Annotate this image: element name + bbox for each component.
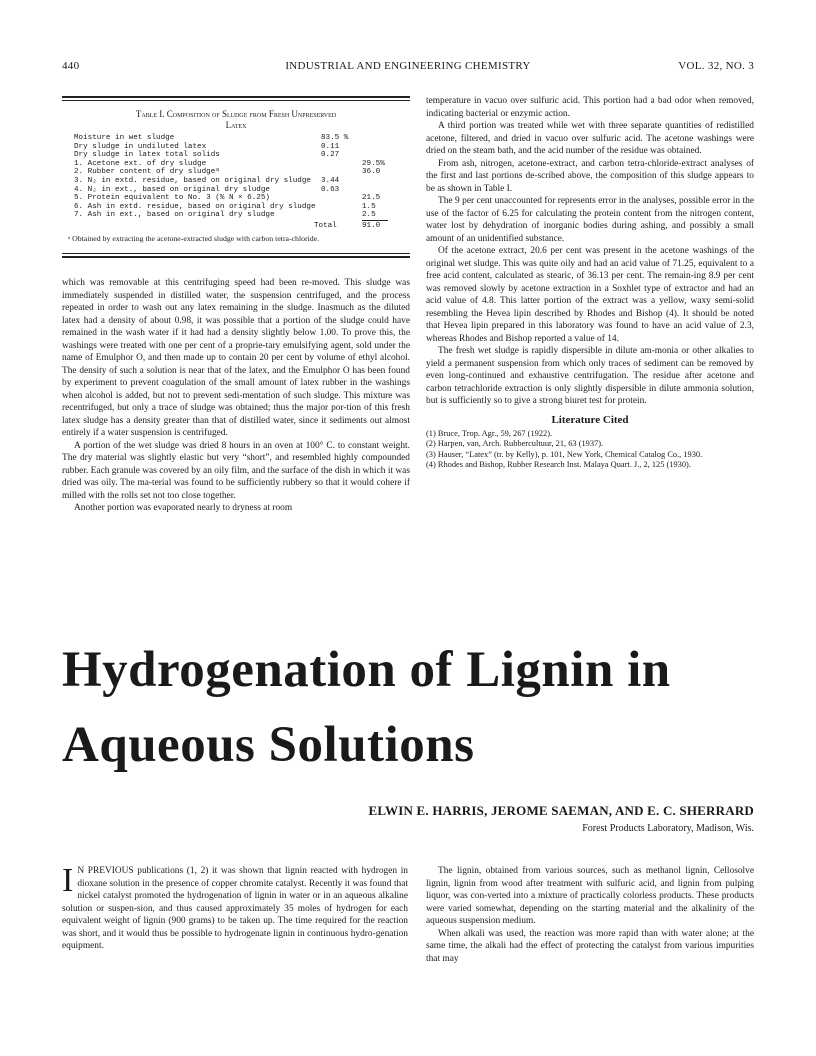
paragraph: which was removable at this centrifuging speed had been re-moved. This sludge was immediately suspended in distilled water, the suspension centrifuged, and the process repeated in order to wash out any latex remaining in the sludge. Inasmuch as the diluted latex had a density of about 0.98, it was possible that a portion of the sludge could have remained in the wash water if it had had a density slightly below 1.00. To prove this, the washings were treated with one per cent of a proprie-tary emulsifying agent, sold under the name of Emulphor O, and then made up to contain 20 per cent by volume of ethyl alcohol. The density of such a solution is near that of the latex, and the Emulphor O has been found by experiment to prevent coagulation of the small amount of latex rubber in the washings when alcohol is added, but not to prevent sedi-mentation of such sludge. This mixture was recentrifuged, but only a trace of sludge was obtained; thus the major por-tion of this fresh latex sludge has a density greater than that of distilled water, since it sediments out almost entirely if a water suspension is centrifuged.	[62, 278, 410, 438]
table-cell-value: 1.5	[362, 202, 376, 211]
total-rule	[362, 220, 388, 221]
article-title-line-2: Aqueous Solutions	[62, 717, 475, 773]
literature-heading: Literature Cited	[551, 413, 629, 426]
reference-item: (4) Rhodes and Bishop, Rubber Research Inst. Malaya Quart. J., 2, 125 (1930).	[426, 460, 691, 469]
reference-item: (3) Hauser, “Latex” (tr. by Kelly), p. 101, New York, Chemical Catalog Co., 1930.	[426, 449, 703, 459]
article-title-line-1: Hydrogenation of Lignin in	[62, 642, 671, 698]
paragraph	[62, 862, 408, 953]
table-cell-label: 4. N₂ in ext., based on original dry sludge	[74, 185, 270, 194]
table-cell-label: 6. Ash in extd. residue, based on original dry sludge	[74, 202, 316, 211]
table-cell-value: 0.11	[321, 142, 340, 151]
table-cell-label: 5. Protein equivalent to No. 3 (% N × 6.25)	[74, 194, 270, 203]
table-cell-label: Dry sludge in latex total solids	[74, 151, 220, 160]
table-row	[74, 151, 410, 160]
table-top-rule-thin	[62, 100, 410, 101]
page-number: 440	[62, 60, 80, 72]
paragraph: temperature in vacuo over sulfuric acid. This portion had a bad odor when removed, indicating bacterial or enzymic action.	[426, 96, 754, 119]
table-body	[74, 134, 410, 220]
paragraph: Another portion was evaporated nearly to dryness at room	[74, 503, 293, 513]
paragraph: The 9 per cent unaccounted for represents error in the analyses, possible error in the use of the factor of 6.25 for calculating the protein content from the nitrogen content, water lost by dehydration of inorganic bodies during ashing, and possibly a small amount of an unidentified substance.	[426, 196, 754, 244]
paragraph-text: N PREVIOUS publications (1, 2) it was shown that lignin reacted with hydrogen in dioxane solution in the presence of copper chromite catalyst. Recently it was found that nickel catalyst promoted the hydrogenation of lignin in water or in an aqueous alkaline solution or suspen-sion, and thus caused approximately 35 moles of hydrogen for each equivalent weight of lignin (900 grams) to be taken up. The time required for the reaction was short, and it would thus be possible to hydrogenate lignin in continuous hydro-genation equipment.	[62, 866, 408, 951]
journal-title: INDUSTRIAL AND ENGINEERING CHEMISTRY	[285, 60, 531, 72]
table-cell-value: 0.63	[321, 185, 340, 194]
total-label: Total	[314, 221, 337, 230]
total-value: 91.0	[362, 221, 381, 230]
article-authors: ELWIN E. HARRIS, JEROME SAEMAN, AND E. C. SHERRARD	[368, 803, 754, 818]
table-cell-value: 29.5%	[362, 159, 385, 168]
table-cell-label: Dry sludge in undiluted latex	[74, 142, 207, 151]
table-title-cont: Latex	[225, 120, 247, 130]
table-cell-value: 0.27	[321, 151, 340, 160]
right-column	[426, 95, 754, 471]
paragraph: The lignin, obtained from various sources, such as methanol lignin, Cellosolve lignin, lignin from wood after treatment with sulfuric acid, and lignin from pulping liquor, was con-verted into a mixture of practically colorless products. These products were varied somewhat, depending on the starting material and the alkalinity of the aqueous suspension medium.	[426, 866, 754, 926]
table-row	[74, 143, 410, 152]
paragraph: From ash, nitrogen, acetone-extract, and carbon tetra-chloride-extract analyses of the first and last portions de-scribed above, the composition of this sludge appears to be as shown in Table I.	[426, 158, 754, 194]
table-bottom-rule	[62, 256, 410, 258]
left-column	[62, 277, 410, 515]
table-row	[74, 168, 410, 177]
paragraph: A portion of the wet sludge was dried 8 hours in an oven at 100° C. to constant weight. The dry material was slightly elastic but very “short”, and resembled highly compounded rubber. Each granule was covered by an oily film, and the surface of the dish in which it was dried was oily. The ma-terial was found to be sufficiently rubbery so that it would cohere if milled with the rolls set not too close together.	[62, 440, 410, 501]
paragraph: When alkali was used, the reaction was more rapid than with water alone; at the same time, the alkali had the effect of protecting the catalyst from various impurities that may	[426, 928, 754, 964]
table-row	[74, 211, 410, 220]
article-column-1	[62, 862, 408, 953]
table-cell-value: 21.5	[362, 194, 381, 203]
table-top-rule	[62, 96, 410, 98]
table-row	[74, 160, 410, 169]
table-cell-value: 36.0	[362, 168, 381, 177]
table-bottom-rule-thin	[62, 253, 410, 254]
volume-issue: VOL. 32, NO. 3	[678, 60, 754, 72]
table-title: Table I. Composition of Sludge from Fresh Unpreserved	[135, 109, 337, 119]
table-row	[74, 194, 410, 203]
reference-item: (1) Bruce, Trop. Agr., 59, 267 (1922).	[426, 428, 553, 438]
table-row	[74, 134, 410, 143]
table-cell-value: 3.44	[321, 176, 340, 185]
drop-cap: I	[62, 862, 74, 899]
table-row	[74, 186, 410, 195]
table-cell-label: 2. Rubber content of dry sludgeᵃ	[74, 168, 220, 177]
paragraph: Of the acetone extract, 20.6 per cent was present in the acetone washings of the original wet sludge. This was quite oily and had an acid value of 71.25, equivalent to a free acid content, calculated as stearic, of 36.13 per cent. The remain-ing 8.9 per cent was removed slowly by acetone extraction in a Soxhlet type of extractor and had an acid value of 4.8. This latter portion of the extract was a yellow, waxy semi-solid resembling the Hevea lipin described by Rhodes and Bishop (4). It should be noted that Hevea lipin prepared in this laboratory was found to have an acid value of 2.3, whereas Rhodes and Bishop reported a value of 14.	[426, 246, 754, 344]
table-cell-label: 3. N₂ in extd. residue, based on original dry sludge	[74, 176, 311, 185]
table-cell-value: 83.5 %	[321, 134, 349, 142]
table-cell-label: Moisture in wet sludge	[74, 134, 175, 142]
paragraph: The fresh wet sludge is rapidly dispersible in dilute am-monia or other alkalies to yield a permanent suspension from which only traces of sediment can be removed by even long-continued and exhaustive centrifugation. The residue after acetone and carbon tetrachloride extraction is only slightly dispersible in dilute ammonia solution, but is sufficiently so to give a strong biuret test for protein.	[426, 346, 754, 406]
article-affiliation: Forest Products Laboratory, Madison, Wis.	[582, 823, 754, 834]
table-cell-label: 7. Ash in ext., based on original dry sludge	[74, 211, 275, 220]
table-cell-value: 2.5	[362, 211, 376, 220]
table-1	[62, 96, 410, 258]
reference-item: (2) Harpen, van, Arch. Rubbercultuur, 21, 63 (1937).	[426, 439, 604, 448]
table-total-row	[74, 220, 410, 232]
table-cell-label: 1. Acetone ext. of dry sludge	[74, 159, 207, 168]
table-row	[74, 177, 410, 186]
article-column-2	[426, 865, 754, 965]
paragraph: A third portion was treated while wet with three separate quantities of redistilled acetone, filtered, and dried in vacuo over sulfuric acid. The acetone washings were dried on the steam bath, and the acid number of the residue was obtained.	[426, 121, 754, 156]
table-footnote: ᵃ Obtained by extracting the acetone-extracted sludge with carbon tetra-chloride.	[68, 233, 320, 243]
table-row	[74, 203, 410, 212]
